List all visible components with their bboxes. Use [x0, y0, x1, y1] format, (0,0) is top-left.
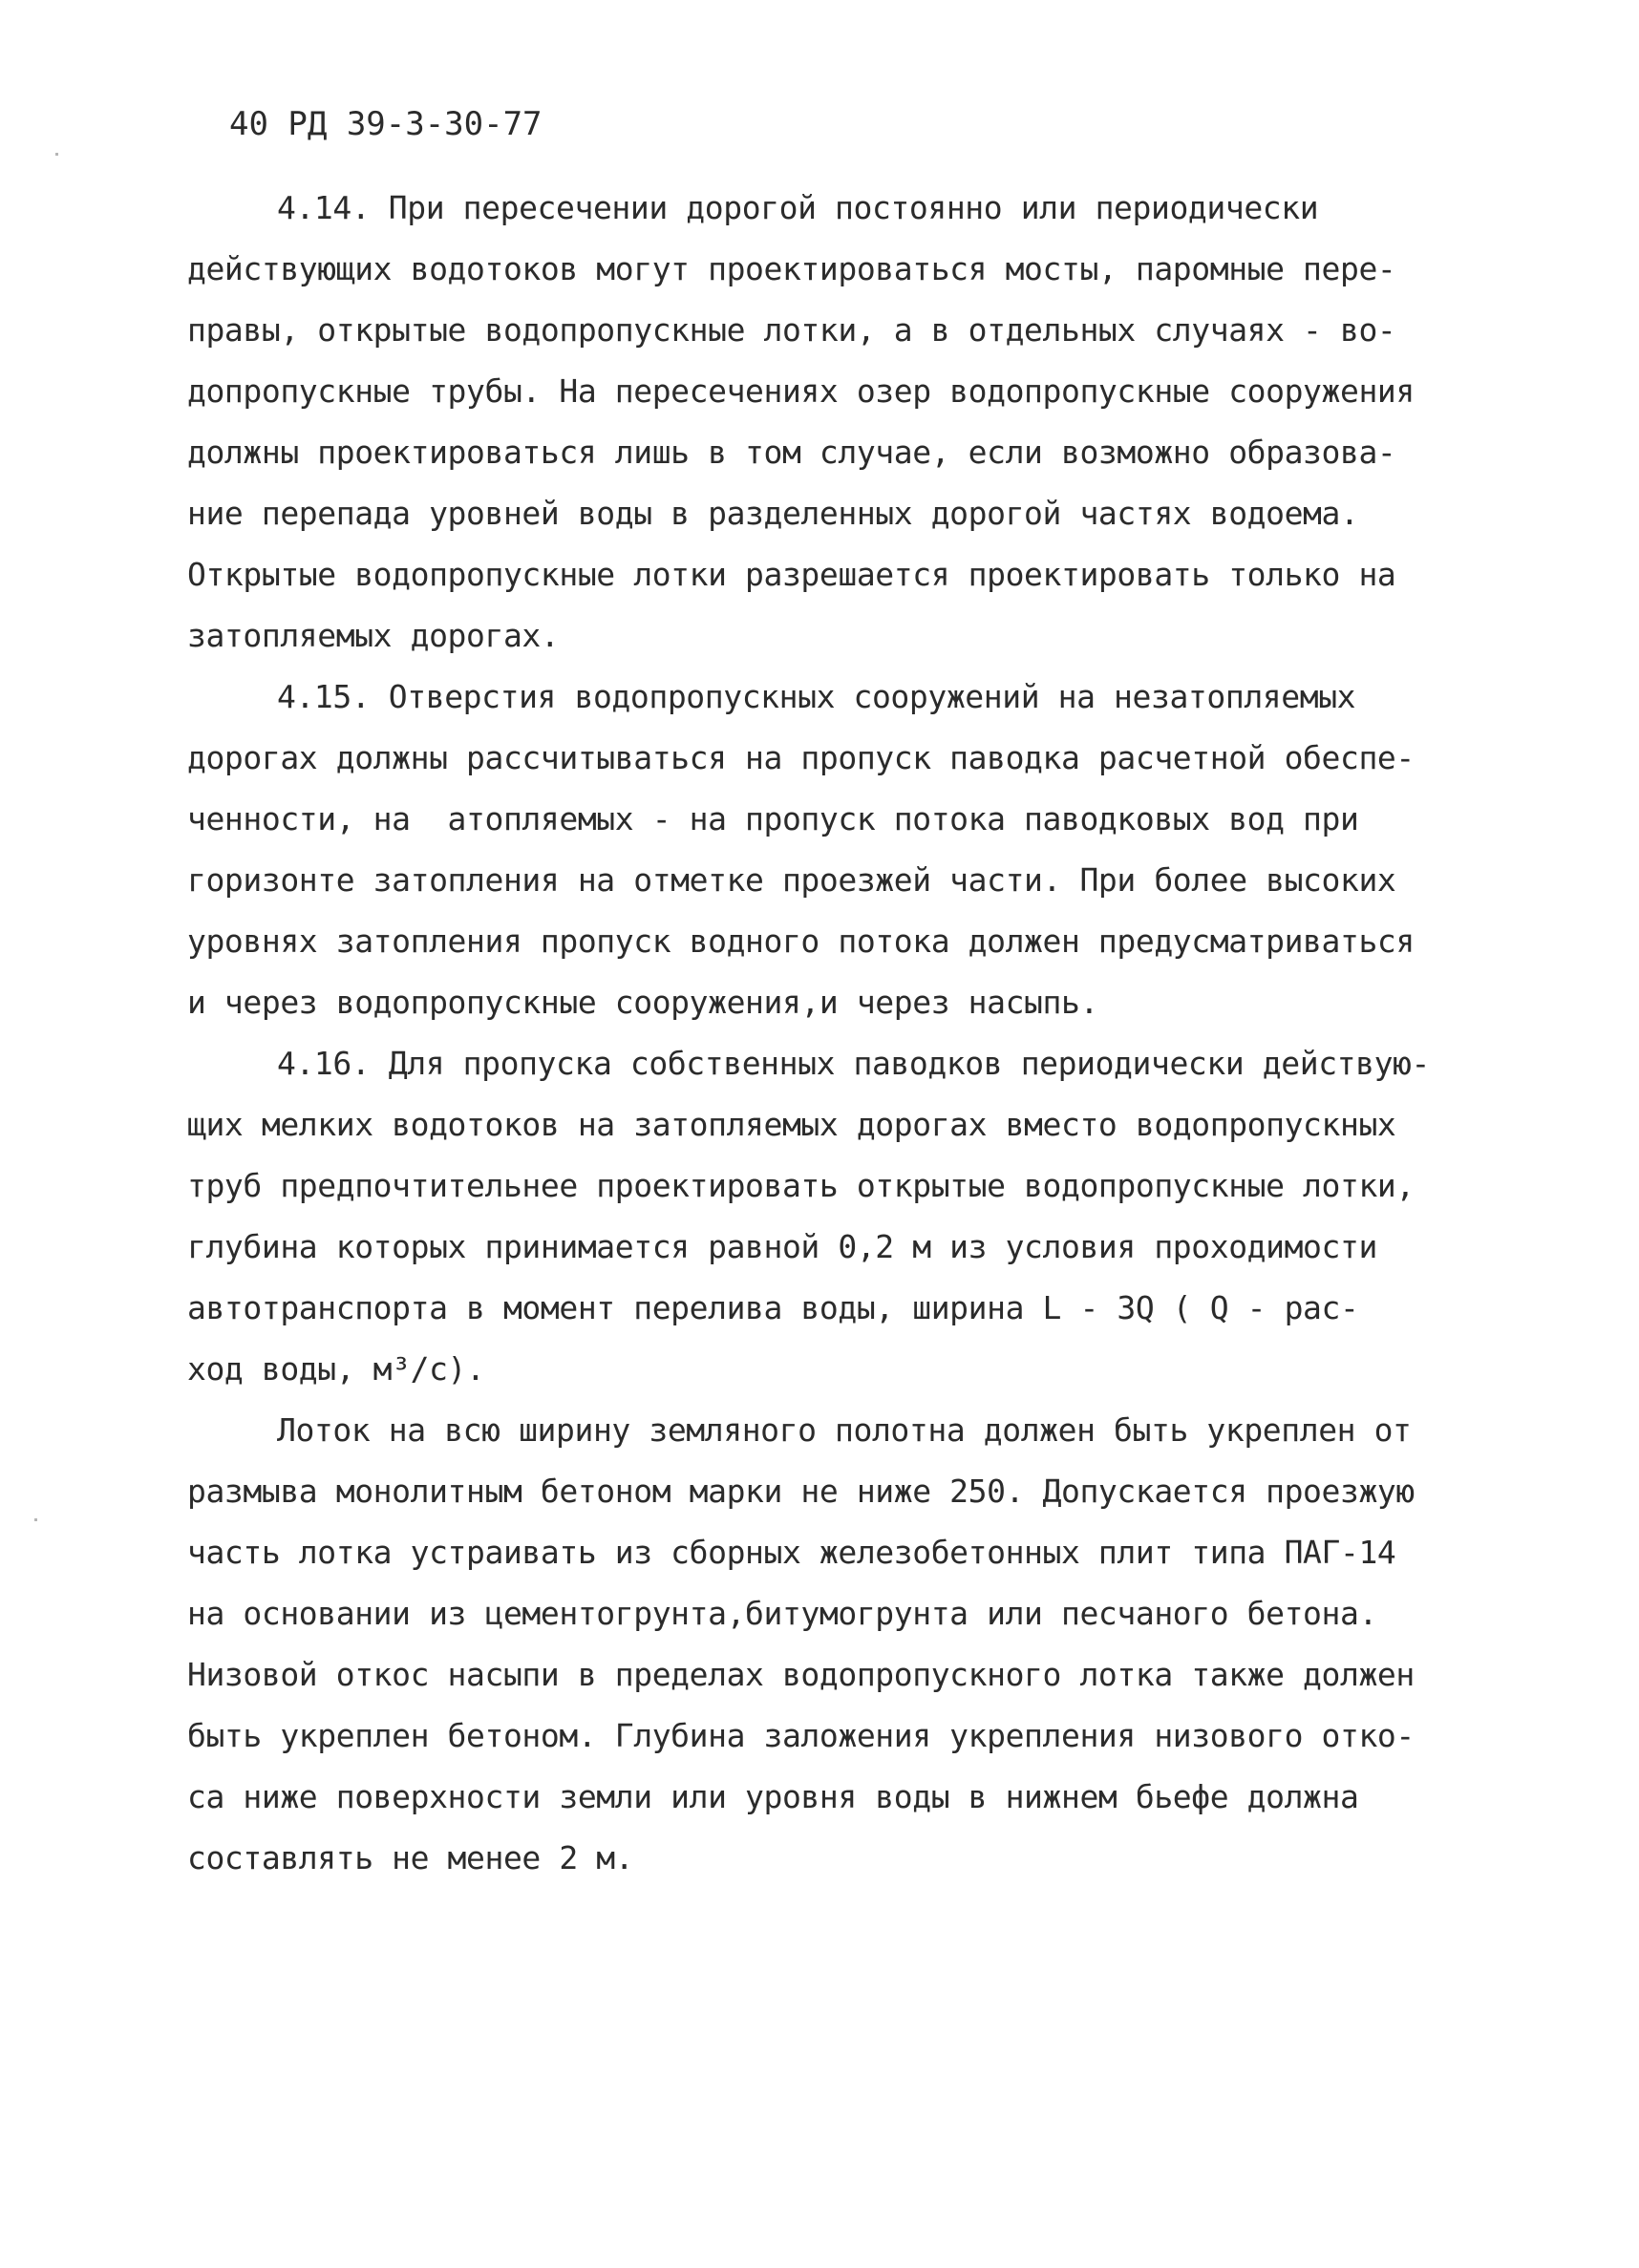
- text-line: ход воды, м³/с).: [187, 1350, 485, 1388]
- text-line: Низовой откос насыпи в пределах водопропускного лотка также должен: [187, 1656, 1415, 1693]
- paragraph-4-16-line: 4.16. Для пропуска собственных паводков периодически действую-: [277, 1045, 1430, 1082]
- text-line: горизонте затопления на отметке проезжей части. При более высоких: [187, 861, 1396, 899]
- text-line: должны проектироваться лишь в том случае, если возможно образова-: [187, 434, 1396, 471]
- text-line: правы, открытые водопропускные лотки, а в отдельных случаях - во-: [187, 311, 1396, 349]
- text-line: часть лотка устраивать из сборных железобетонных плит типа ПАГ-14: [187, 1534, 1396, 1571]
- text-line: составлять не менее 2 м.: [187, 1839, 634, 1876]
- text-line: ченности, на атопляемых - на пропуск потока паводковых вод при: [187, 800, 1359, 837]
- text-line: уровнях затопления пропуск водного потока должен предусматриваться: [187, 922, 1415, 960]
- text-line: Открытые водопропускные лотки разрешается проектировать только на: [187, 556, 1396, 593]
- text-line: автотранспорта в момент перелива воды, ширина L - 3Q ( Q - рас-: [187, 1289, 1359, 1326]
- paragraph-4-14-line: 4.14. При пересечении дорогой постоянно или периодически: [277, 189, 1319, 226]
- scan-speck: [55, 153, 58, 156]
- text-line: труб предпочтительнее проектировать открытые водопропускные лотки,: [187, 1167, 1415, 1204]
- paragraph-tray-line: Лоток на всю ширину земляного полотна должен быть укреплен от: [277, 1411, 1412, 1449]
- text-line: дорогах должны рассчитываться на пропуск паводка расчетной обеспе-: [187, 739, 1415, 776]
- text-line: быть укреплен бетоном. Глубина заложения укрепления низового отко-: [187, 1717, 1415, 1754]
- text-line: са ниже поверхности земли или уровня воды в нижнем бьефе должна: [187, 1778, 1359, 1815]
- text-line: ние перепада уровней воды в разделенных дорогой частях водоема.: [187, 495, 1359, 532]
- text-line: действующих водотоков могут проектироваться мосты, паромные пере-: [187, 250, 1396, 287]
- text-line: размыва монолитным бетоном марки не ниже 250. Допускается проезжую: [187, 1473, 1415, 1510]
- text-line: допропускные трубы. На пересечениях озер водопропускные сооружения: [187, 372, 1415, 410]
- scan-speck: [34, 1518, 37, 1521]
- text-line: щих мелких водотоков на затопляемых дорогах вместо водопропускных: [187, 1106, 1396, 1143]
- text-line: и через водопропускные сооружения,и через насыпь.: [187, 984, 1098, 1021]
- text-line: глубина которых принимается равной 0,2 м из условия проходимости: [187, 1228, 1377, 1265]
- text-line: затопляемых дорогах.: [187, 617, 560, 654]
- paragraph-4-15-line: 4.15. Отверстия водопропускных сооружений на незатопляемых: [277, 678, 1356, 715]
- text-line: на основании из цементогрунта,битумогрунта или песчаного бетона.: [187, 1595, 1377, 1632]
- page-header: 40 РД 39-3-30-77: [229, 105, 543, 143]
